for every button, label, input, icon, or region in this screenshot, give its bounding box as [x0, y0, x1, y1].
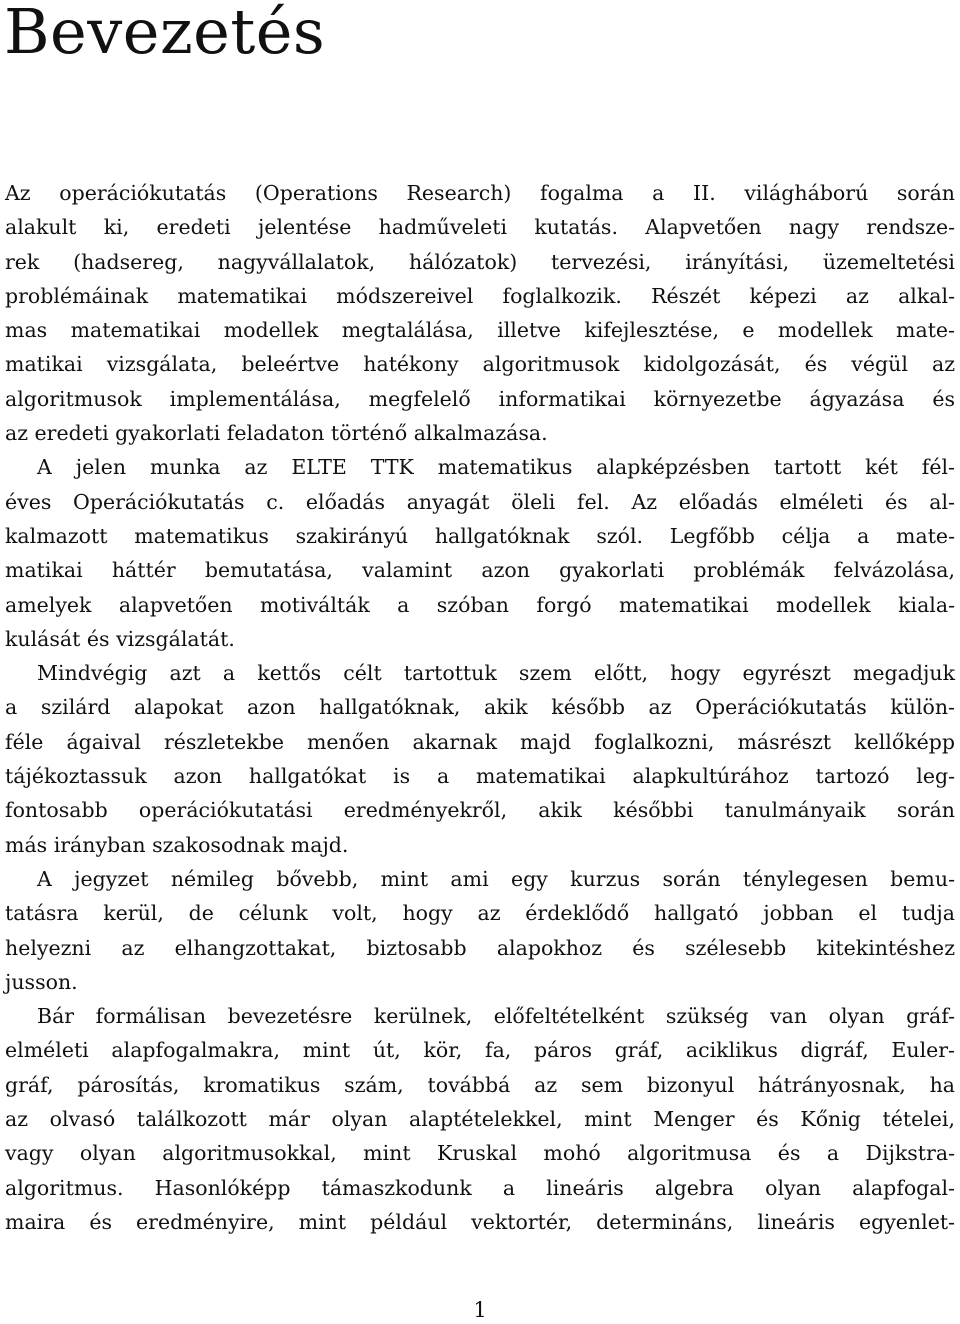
paragraph-list — [5, 176, 955, 1239]
text-line: A jelen munka az ELTE TTK matematikus alapképzésben tartott két fél- — [37, 455, 955, 480]
text-line: más irányban szakosodnak majd. — [5, 832, 349, 857]
text-line: problémáinak matematikai módszereivel foglalkozik. Részét képezi az alkal- — [5, 283, 955, 308]
text-line: vagy olyan algoritmusokkal, mint Kruskal mohó algoritmusa és a Dijkstra- — [5, 1141, 955, 1166]
paragraph — [5, 656, 955, 862]
paragraph — [5, 862, 955, 999]
text-line: jusson. — [5, 969, 78, 994]
text-line: maira és eredményire, mint például vektortér, determináns, lineáris egyenlet- — [5, 1209, 955, 1234]
text-line: matikai vizsgálata, beleértve hatékony algoritmusok kidolgozását, és végül az — [5, 352, 955, 377]
text-line: elméleti alapfogalmakra, mint út, kör, fa, páros gráf, aciklikus digráf, Euler- — [5, 1038, 955, 1063]
text-line: Bár formálisan bevezetésre kerülnek, előfeltételként szükség van olyan gráf- — [37, 1004, 955, 1029]
text-line: fontosabb operációkutatási eredményekről, akik későbbi tanulmányaik során — [5, 798, 955, 823]
paragraph — [5, 999, 955, 1239]
text-line: tájékoztassuk azon hallgatókat is a matematikai alapkultúrához tartozó leg- — [5, 764, 955, 789]
text-line: gráf, párosítás, kromatikus szám, továbbá az sem bizonyul hátrányosnak, ha — [5, 1072, 955, 1097]
text-line: kalmazott matematikus szakirányú hallgatóknak szól. Legfőbb célja a mate- — [5, 523, 955, 548]
text-line: mas matematikai modellek megtalálása, illetve kifejlesztése, e modellek mate- — [5, 318, 955, 343]
text-line: algoritmusok implementálása, megfelelő informatikai környezetbe ágyazása és — [5, 386, 955, 411]
paragraph — [5, 450, 955, 656]
text-line: algoritmus. Hasonlóképp támaszkodunk a lineáris algebra olyan alapfogal- — [5, 1175, 955, 1200]
text-line: helyezni az elhangzottakat, biztosabb alapokhoz és szélesebb kitekintéshez — [5, 935, 955, 960]
paragraph — [5, 176, 955, 450]
text-line: féle ágaival részletekbe menően akarnak majd foglalkozni, másrészt kellőképp — [5, 729, 955, 754]
text-line: kulását és vizsgálatát. — [5, 626, 235, 651]
text-line: A jegyzet némileg bővebb, mint ami egy kurzus során ténylegesen bemu- — [37, 866, 955, 891]
text-line: rek (hadsereg, nagyvállalatok, hálózatok) tervezési, irányítási, üzemeltetési — [5, 249, 955, 274]
text-line: az eredeti gyakorlati feladaton történő alkalmazása. — [5, 421, 548, 446]
text-line: a szilárd alapokat azon hallgatóknak, akik később az Operációkutatás külön- — [5, 695, 955, 720]
text-line: Az operációkutatás (Operations Research) fogalma a II. világháború során — [5, 181, 955, 205]
text-line: Mindvégig azt a kettős célt tartottuk szem előtt, hogy egyrészt megadjuk — [37, 661, 955, 686]
text-line: éves Operációkutatás c. előadás anyagát öleli fel. Az előadás elméleti és al- — [5, 489, 955, 514]
text-line: alakult ki, eredeti jelentése hadműveleti kutatás. Alapvetően nagy rendsze- — [5, 215, 955, 240]
text-line: amelyek alapvetően motiválták a szóban forgó matematikai modellek kiala- — [5, 592, 955, 617]
body-text — [5, 176, 955, 1239]
text-line: matikai háttér bemutatása, valamint azon gyakorlati problémák felvázolása, — [5, 558, 955, 583]
chapter-title: Bevezetés — [4, 0, 326, 68]
text-line: tatásra kerül, de célunk volt, hogy az érdeklődő hallgató jobban el tudja — [5, 901, 955, 926]
text-line: az olvasó találkozott már olyan alaptételekkel, mint Menger és Kőnig tételei, — [5, 1107, 955, 1132]
page-number: 1 — [473, 1298, 487, 1322]
